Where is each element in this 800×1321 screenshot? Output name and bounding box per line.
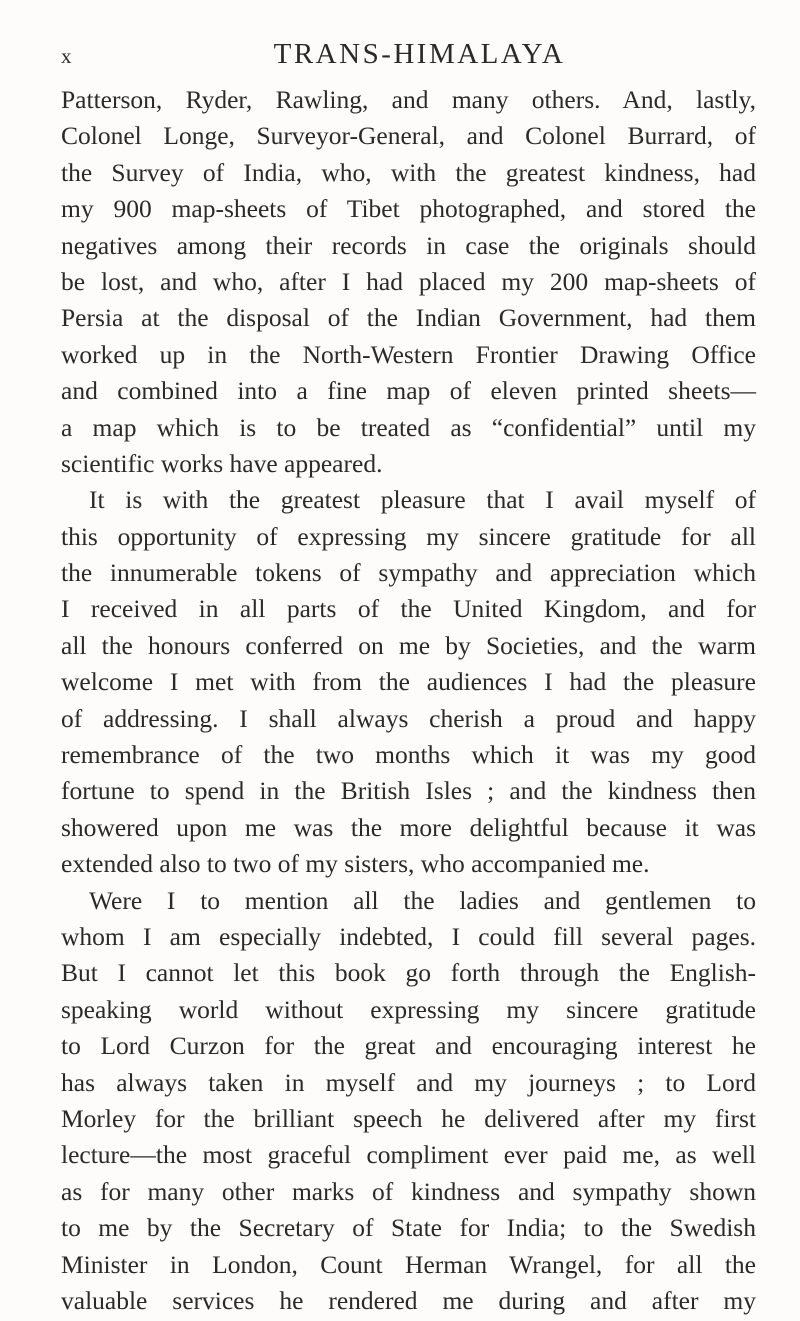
body-text [61, 82, 756, 1319]
text-line: remembrance of the two months which it was my good [61, 740, 756, 770]
text-line: Minister in London, Count Herman Wrangel, for all the [61, 1249, 756, 1279]
text-line: this opportunity of expressing my sincere gratitude for all [61, 521, 756, 551]
text-line: be lost, and who, after I had placed my 200 map-sheets of [61, 266, 756, 296]
text-line: has always taken in myself and my journeys ; to Lord [61, 1067, 756, 1097]
running-title: TRANS-HIMALAYA [273, 38, 566, 70]
text-line: extended also to two of my sisters, who accompanied me. [61, 849, 650, 879]
text-line: and combined into a fine map of eleven printed sheets— [61, 376, 756, 406]
page-number: x [61, 44, 72, 68]
text-line: I received in all parts of the United Kingdom, and for [61, 594, 756, 624]
text-line: Colonel Longe, Surveyor-General, and Colonel Burrard, of [61, 121, 756, 151]
text-line: welcome I met with from the audiences I had the pleasure [61, 667, 756, 697]
text-line: fortune to spend in the British Isles ; and the kindness then [61, 776, 756, 806]
text-line: of addressing. I shall always cherish a proud and happy [61, 703, 756, 733]
text-line: all the honours conferred on me by Societies, and the warm [61, 630, 756, 660]
text-line: Morley for the brilliant speech he delivered after my first [61, 1103, 756, 1133]
running-head [61, 38, 756, 78]
text-line: the innumerable tokens of sympathy and appreciation which [61, 558, 756, 588]
text-line: Were I to mention all the ladies and gentlemen to [89, 885, 756, 915]
text-line: valuable services he rendered me during and after my [61, 1285, 756, 1315]
text-line: negatives among their records in case the originals should [61, 230, 756, 260]
text-line: my 900 map-sheets of Tibet photographed, and stored the [61, 194, 756, 224]
text-line: speaking world without expressing my sincere gratitude [61, 994, 756, 1024]
text-line: the Survey of India, who, with the greatest kindness, had [61, 157, 756, 187]
text-line: Persia at the disposal of the Indian Government, had them [61, 303, 756, 333]
text-line: to Lord Curzon for the great and encouraging interest he [61, 1031, 756, 1061]
text-line: lecture—the most graceful compliment ever paid me, as well [61, 1140, 756, 1170]
text-line: a map which is to be treated as “confidential” until my [61, 412, 756, 442]
text-line: It is with the greatest pleasure that I avail myself of [89, 485, 756, 515]
text-line: as for many other marks of kindness and sympathy shown [61, 1176, 756, 1206]
text-line: worked up in the North-Western Frontier Drawing Office [61, 339, 756, 369]
text-line: showered upon me was the more delightful because it was [61, 812, 756, 842]
text-line: scientific works have appeared. [61, 448, 383, 478]
text-line: Patterson, Ryder, Rawling, and many others. And, lastly, [61, 85, 756, 114]
text-line: But I cannot let this book go forth through the English- [61, 958, 756, 988]
text-line: to me by the Secretary of State for India; to the Swedish [61, 1213, 756, 1243]
text-line: whom I am especially indebted, I could fill several pages. [61, 921, 756, 951]
